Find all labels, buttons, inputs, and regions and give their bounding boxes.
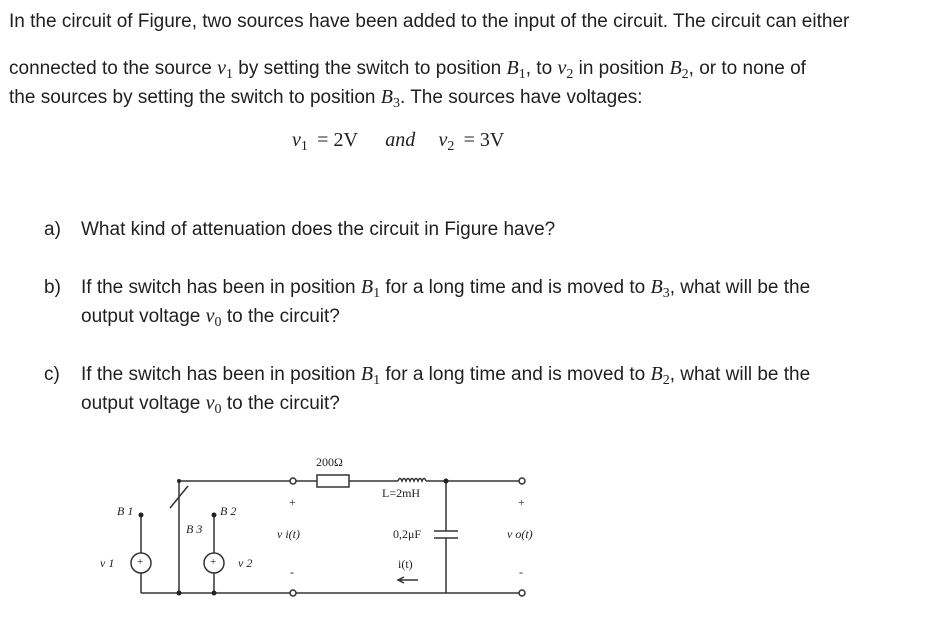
vo-top-terminal bbox=[519, 478, 525, 484]
symbol-v: v bbox=[205, 392, 215, 414]
v1-source-plus: + bbox=[137, 556, 144, 568]
q-text: to the circuit? bbox=[221, 393, 340, 414]
vi-top-terminal bbox=[290, 478, 296, 484]
symbol-B: B bbox=[650, 363, 663, 385]
b1-label: B 1 bbox=[117, 504, 134, 518]
eq-v1-value: = 2V bbox=[317, 129, 358, 151]
symbol-sub: 3 bbox=[392, 96, 400, 111]
q-text: to the circuit? bbox=[221, 306, 340, 327]
symbol-sub: 1 bbox=[518, 67, 526, 82]
intro-text: by setting the switch to position bbox=[232, 58, 507, 79]
eq-v2-sub: 2 bbox=[447, 139, 455, 154]
symbol-sub: 2 bbox=[662, 373, 670, 388]
current-arrow bbox=[398, 577, 418, 583]
vo-minus: - bbox=[519, 565, 523, 579]
symbol-sub: 2 bbox=[681, 67, 689, 82]
vi-bottom-terminal bbox=[290, 590, 296, 596]
junction-dot bbox=[212, 591, 217, 596]
vo-bottom-terminal bbox=[519, 590, 525, 596]
q-text: If the switch has been in position bbox=[81, 364, 361, 385]
switch-contact-b1 bbox=[139, 513, 144, 518]
symbol-B: B bbox=[360, 276, 374, 298]
eq-v2-value: = 3V bbox=[463, 129, 505, 151]
b3-label: B 3 bbox=[186, 522, 203, 536]
symbol-sub: 1 bbox=[373, 373, 381, 388]
intro-text: , or to none of bbox=[688, 58, 806, 79]
symbol-B: B bbox=[360, 363, 374, 385]
inductor-label: L=2mH bbox=[382, 486, 421, 500]
vo-label: v o(t) bbox=[507, 527, 533, 541]
q-text: for a long time and is moved to bbox=[380, 364, 651, 385]
symbol-sub: 1 bbox=[225, 67, 233, 82]
intro-text: connected to the source bbox=[9, 58, 218, 79]
symbol-v: v bbox=[205, 305, 215, 327]
q-text: output voltage bbox=[81, 393, 206, 414]
symbol-sub: 2 bbox=[566, 67, 574, 82]
symbol-v: v bbox=[217, 57, 226, 79]
q-text: for a long time and is moved to bbox=[380, 277, 651, 298]
q-text: , what will be the bbox=[669, 277, 811, 298]
symbol-B: B bbox=[506, 57, 519, 79]
switch-contact-b2 bbox=[212, 513, 217, 518]
question-c-label: c) bbox=[44, 364, 60, 385]
resistor-label: 200Ω bbox=[316, 455, 343, 469]
intro-text: the sources by setting the switch to position bbox=[9, 87, 381, 108]
vi-label: v i(t) bbox=[277, 527, 300, 541]
vi-minus: - bbox=[290, 565, 294, 579]
v2-source-plus: + bbox=[210, 556, 217, 568]
vo-plus: + bbox=[518, 495, 525, 509]
intro-line-1-text: In the circuit of Figure, two sources have been added to the input of the circuit. The circuit can either bbox=[9, 11, 850, 32]
v2-source-label: v 2 bbox=[238, 556, 253, 570]
eq-v1-sub: 1 bbox=[300, 139, 308, 154]
eq-v2: v bbox=[438, 129, 448, 151]
symbol-B: B bbox=[380, 86, 393, 108]
eq-v1: v bbox=[292, 129, 301, 151]
inductor bbox=[398, 479, 426, 482]
b2-label: B 2 bbox=[220, 504, 237, 518]
symbol-v: v bbox=[557, 57, 567, 79]
question-b-label: b) bbox=[44, 277, 61, 298]
symbol-B: B bbox=[650, 276, 663, 298]
junction-dot bbox=[177, 591, 182, 596]
v1-source-label: v 1 bbox=[100, 556, 115, 570]
symbol-sub: 3 bbox=[662, 286, 670, 301]
junction-dot bbox=[444, 479, 449, 484]
resistor-200 bbox=[317, 475, 349, 487]
intro-text: , to bbox=[525, 58, 558, 79]
q-text: If the switch has been in position bbox=[81, 277, 361, 298]
switch-pivot bbox=[177, 479, 181, 483]
eq-and: and bbox=[385, 129, 416, 151]
question-a-label: a) bbox=[44, 219, 61, 240]
vi-plus: + bbox=[289, 495, 296, 509]
capacitor bbox=[434, 531, 458, 538]
intro-text: in position bbox=[573, 58, 670, 79]
symbol-sub: 0 bbox=[214, 402, 222, 417]
question-a-text: What kind of attenuation does the circuit in Figure have? bbox=[81, 219, 556, 240]
capacitor-label: 0,2μF bbox=[393, 527, 422, 541]
symbol-B: B bbox=[669, 57, 682, 79]
intro-text: . The sources have voltages: bbox=[399, 87, 643, 108]
q-text: , what will be the bbox=[669, 364, 811, 385]
symbol-sub: 1 bbox=[373, 286, 381, 301]
symbol-sub: 0 bbox=[214, 315, 222, 330]
q-text: output voltage bbox=[81, 306, 206, 327]
current-label: i(t) bbox=[398, 557, 413, 571]
